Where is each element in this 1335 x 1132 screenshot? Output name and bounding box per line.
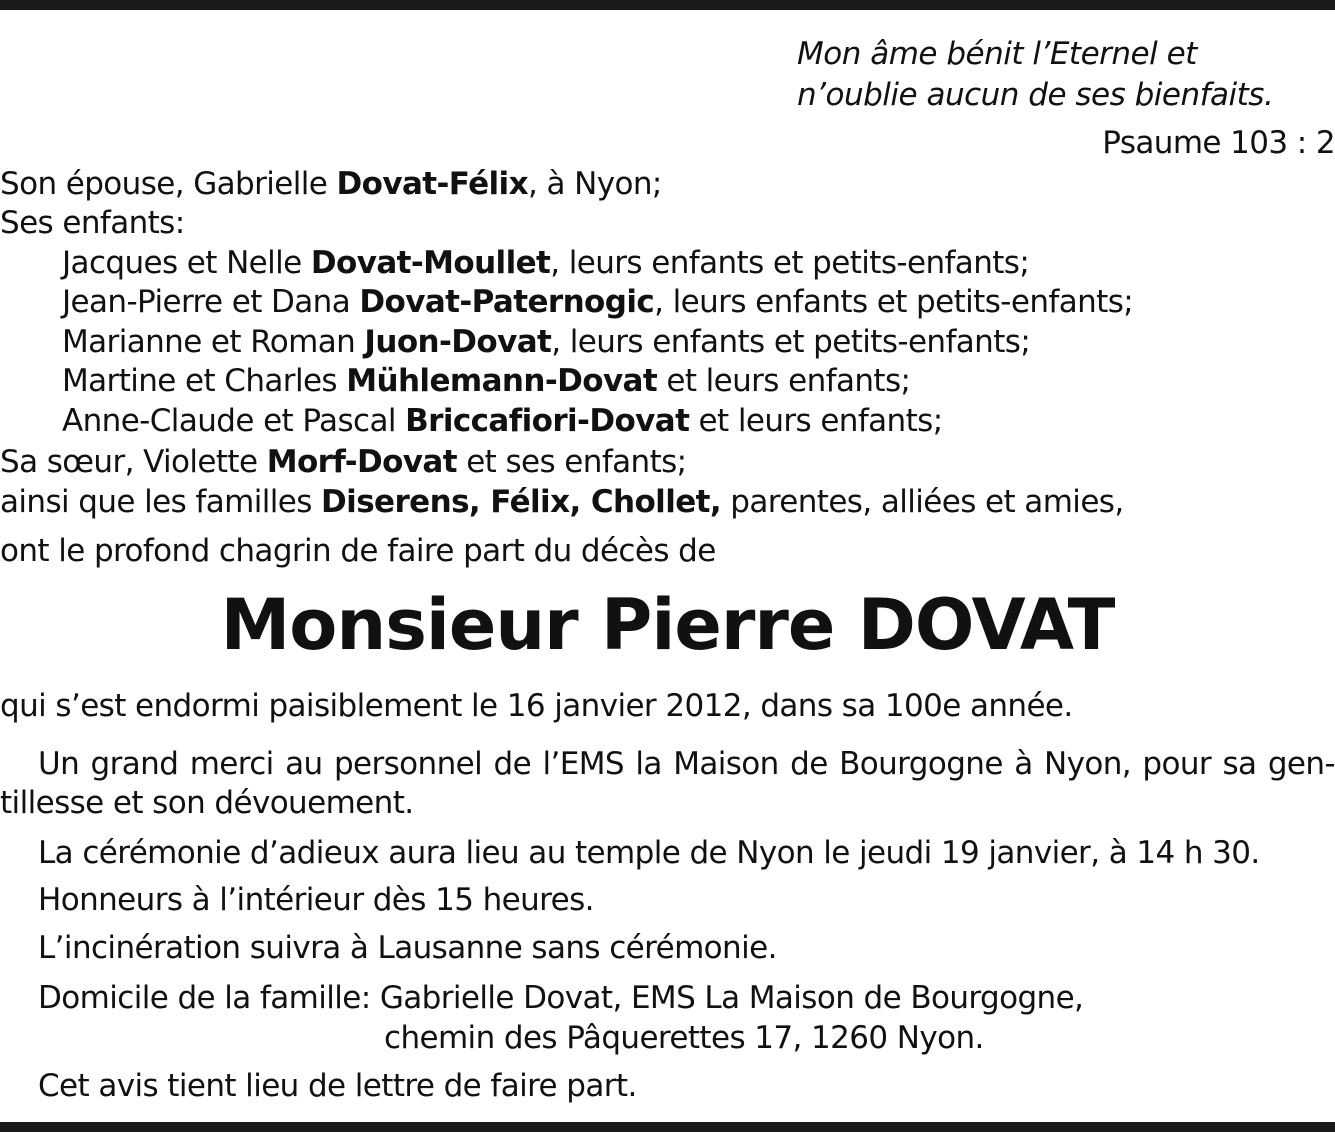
domicile-line-2: chemin des Pâquerettes 17, 1260 Nyon.: [384, 1020, 984, 1056]
child-line: Jacques et Nelle Dovat-Moullet, leurs enfants et petits-enfants;: [62, 245, 1030, 281]
families-line: ainsi que les familles Diserens, Félix, Chollet, parentes, alliées et amies,: [0, 484, 1124, 520]
top-rule: [0, 0, 1335, 10]
thanks-line-1: Un grand merci au personnel de l’EMS la Maison de Bourgogne à Nyon, pour sa gen-: [38, 746, 1335, 782]
announcement-line: ont le profond chagrin de faire part du décès de: [0, 533, 716, 569]
deceased-name: Monsieur Pierre DOVAT: [220, 584, 1115, 666]
child-line: Jean-Pierre et Dana Dovat-Paternogic, leurs enfants et petits-enfants;: [62, 284, 1134, 320]
honors-line: Honneurs à l’intérieur dès 15 heures.: [38, 882, 594, 918]
epigraph-line-2: n’oublie aucun de ses bienfaits.: [797, 77, 1274, 113]
sister-line: Sa sœur, Violette Morf-Dovat et ses enfants;: [0, 444, 687, 480]
death-line: qui s’est endormi paisiblement le 16 janvier 2012, dans sa 100e année.: [0, 688, 1073, 724]
spouse-line: Son épouse, Gabrielle Dovat-Félix, à Nyon;: [0, 166, 662, 202]
epigraph-reference: Psaume 103 : 2: [1102, 125, 1335, 161]
epigraph-line-1: Mon âme bénit l’Eternel et: [797, 36, 1197, 72]
child-line: Marianne et Roman Juon-Dovat, leurs enfants et petits-enfants;: [62, 324, 1031, 360]
child-line: Anne-Claude et Pascal Briccafiori-Dovat et leurs enfants;: [62, 403, 943, 439]
domicile-line-1: Domicile de la famille: Gabrielle Dovat, EMS La Maison de Bourgogne,: [38, 980, 1084, 1016]
ceremony-line: La cérémonie d’adieux aura lieu au temple de Nyon le jeudi 19 janvier, à 14 h 30.: [38, 835, 1260, 871]
bottom-rule: [0, 1122, 1335, 1132]
children-heading: Ses enfants:: [0, 205, 185, 241]
thanks-line-2: tillesse et son dévouement.: [0, 785, 414, 821]
cremation-line: L’incinération suivra à Lausanne sans cérémonie.: [38, 930, 777, 966]
closing-line: Cet avis tient lieu de lettre de faire part.: [38, 1068, 637, 1104]
child-line: Martine et Charles Mühlemann-Dovat et leurs enfants;: [62, 363, 911, 399]
